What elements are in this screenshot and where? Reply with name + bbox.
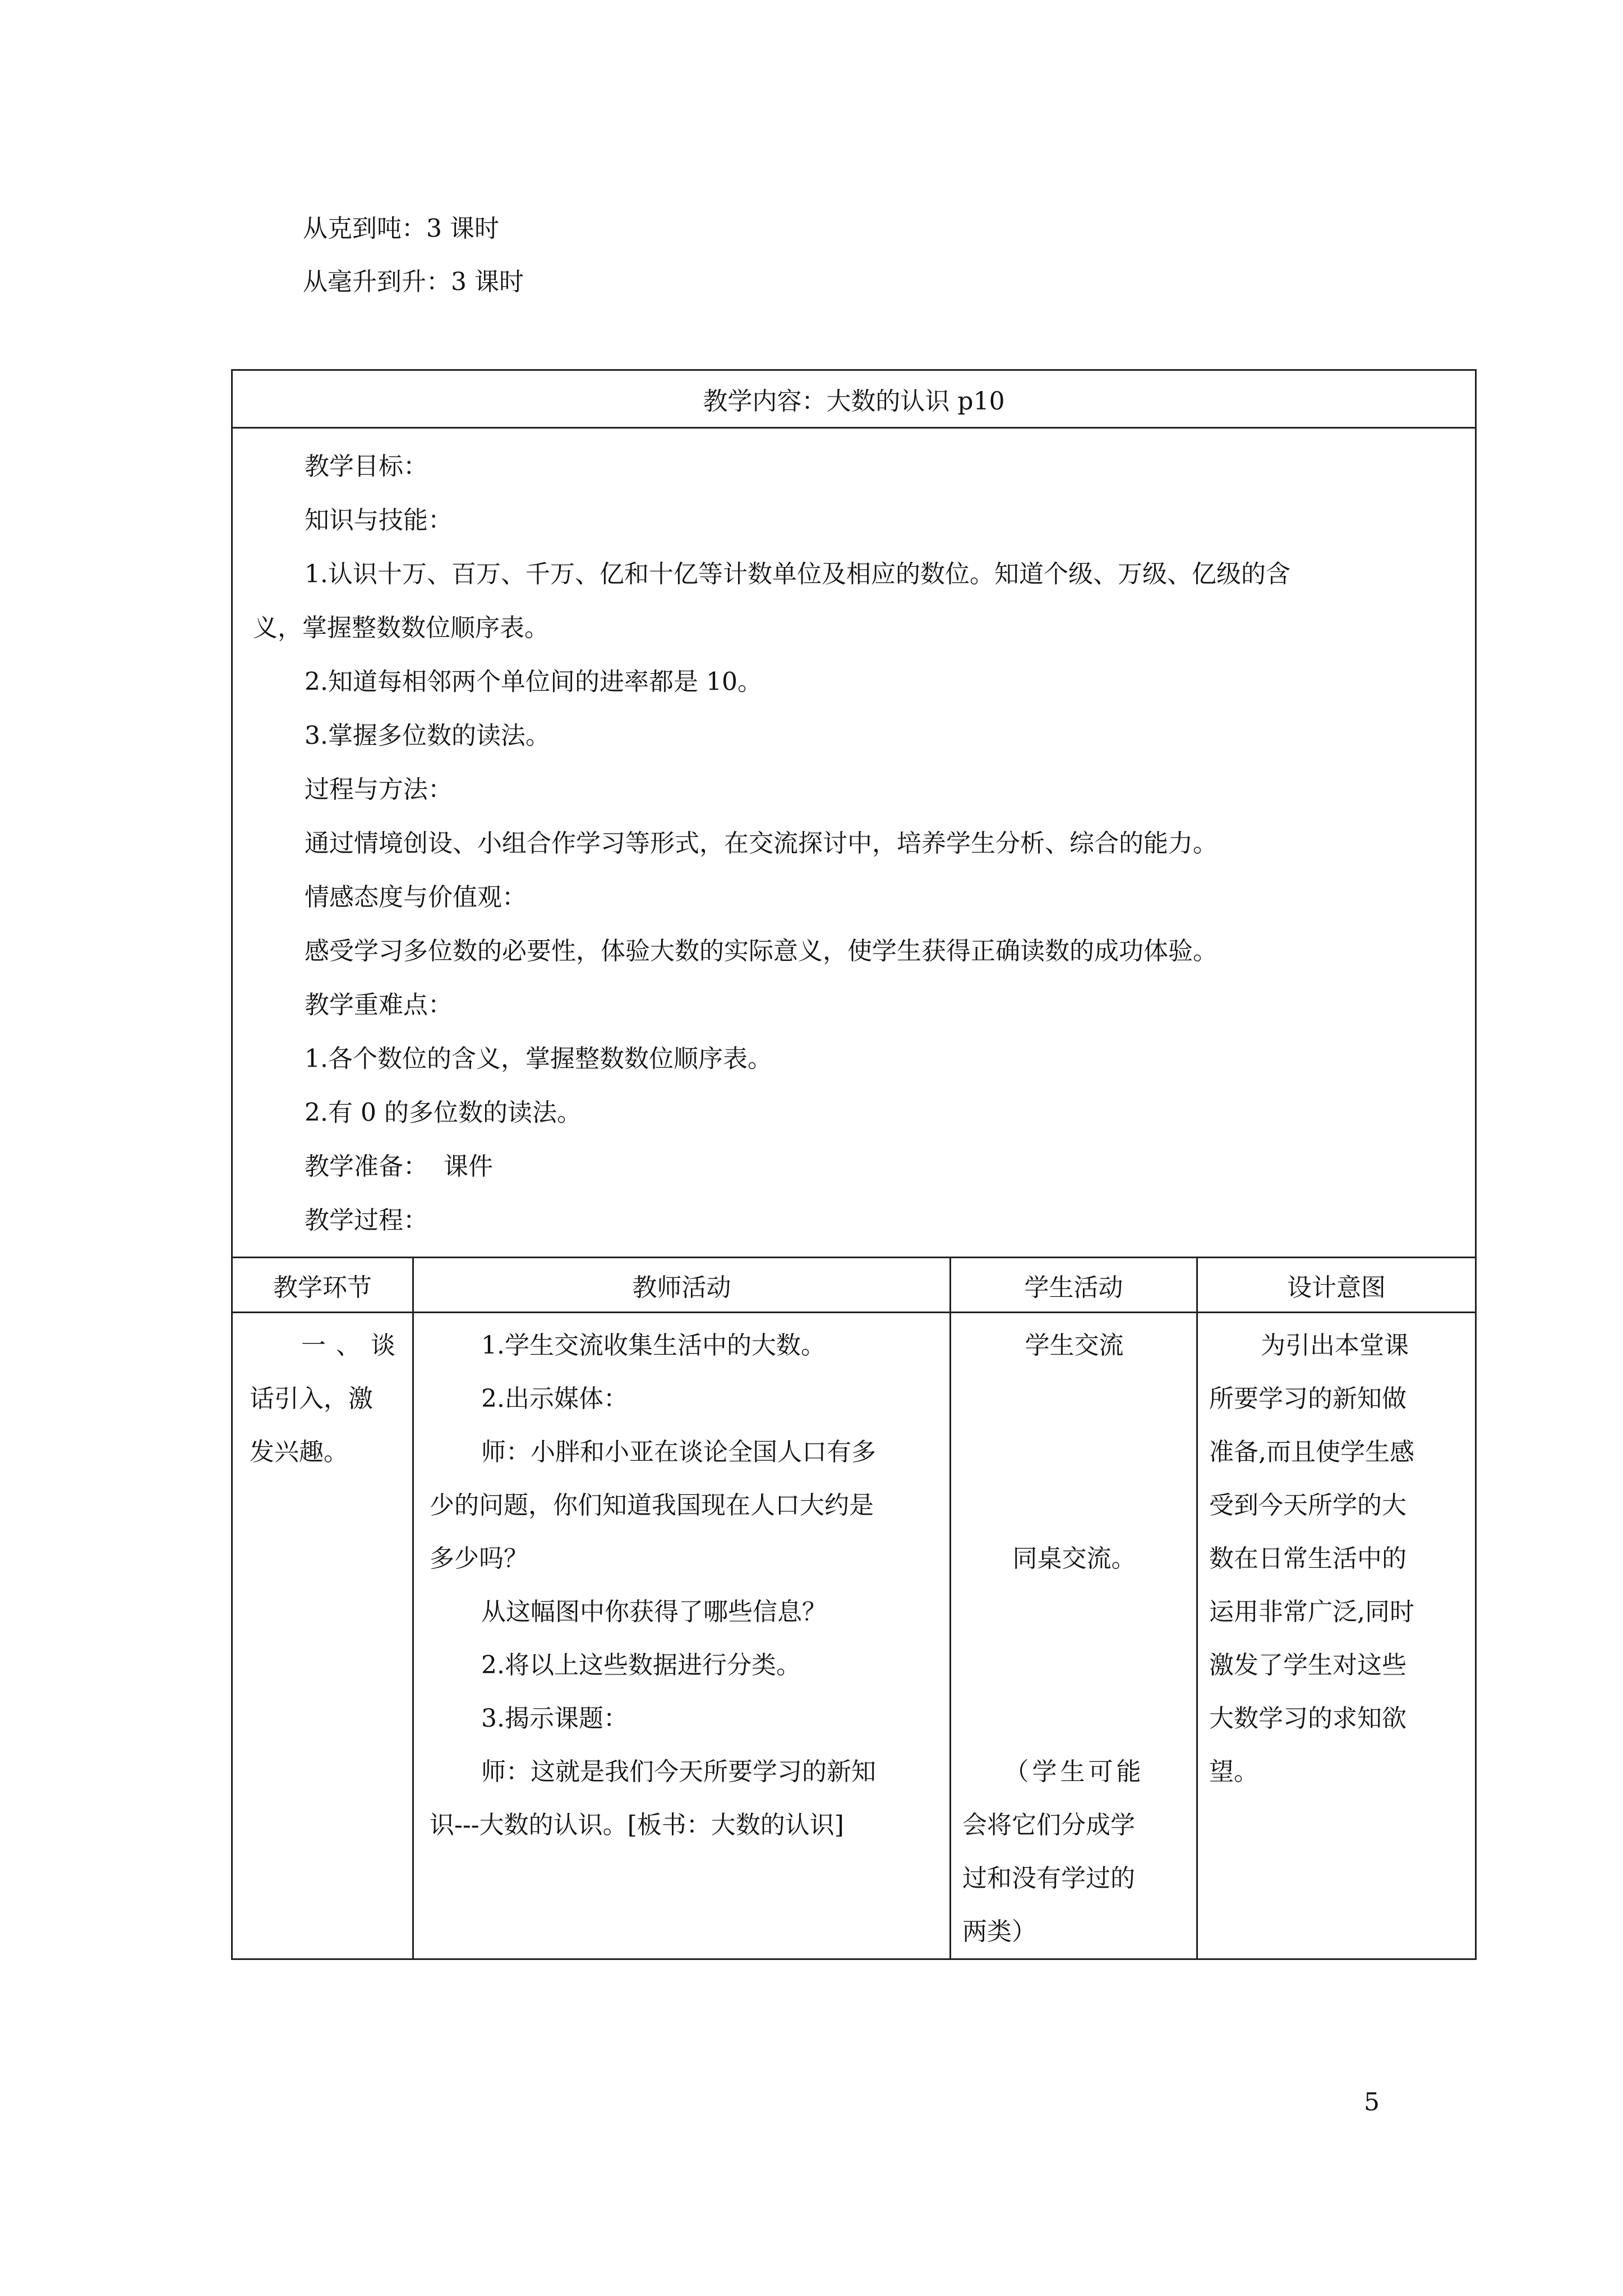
teacher-line: 少的问题，你们知道我国现在人口大约是 bbox=[430, 1491, 874, 1520]
design-line: 运用非常广泛,同时 bbox=[1209, 1598, 1414, 1626]
design-line: 大数学习的求知欲 bbox=[1209, 1704, 1407, 1733]
preparation-label: 教学准备： bbox=[305, 1152, 428, 1181]
design-line: 望。 bbox=[1209, 1757, 1258, 1786]
emotion-heading: 情感态度与价值观： bbox=[305, 883, 527, 912]
page-number: 5 bbox=[1364, 2088, 1380, 2116]
header-student: 学生活动 bbox=[951, 1258, 1197, 1313]
student-line: 两类） bbox=[962, 1917, 1036, 1946]
stage-cell bbox=[232, 1313, 413, 1959]
stage-line: 发兴趣。 bbox=[250, 1438, 348, 1466]
student-line: （学生可能 bbox=[1004, 1757, 1145, 1786]
teacher-line: 3.揭示课题： bbox=[481, 1704, 628, 1733]
teacher-line: 师：小胖和小亚在谈论全国人口有多 bbox=[481, 1438, 876, 1466]
teacher-line: 师：这就是我们今天所要学习的新知 bbox=[481, 1757, 876, 1786]
header-stage: 教学环节 bbox=[232, 1258, 413, 1313]
knowledge-item: 2.知道每相邻两个单位间的进率都是 10。 bbox=[305, 668, 762, 696]
knowledge-item-continued: 义，掌握整数数位顺序表。 bbox=[253, 614, 549, 642]
preparation bbox=[253, 1140, 1465, 1194]
teacher-line: 从这幅图中你获得了哪些信息？ bbox=[481, 1598, 827, 1626]
stage-line: 一、谈 bbox=[301, 1331, 405, 1360]
lesson-title: 教学内容：大数的认识 p10 bbox=[232, 370, 1476, 428]
student-line: 同桌交流。 bbox=[1012, 1544, 1136, 1573]
design-line: 数在日常生活中的 bbox=[1209, 1544, 1407, 1573]
design-line: 准备,而且使学生感 bbox=[1209, 1438, 1414, 1466]
teacher-line: 识---大数的认识。[板书：大数的认识] bbox=[430, 1811, 844, 1839]
preparation-value: 课件 bbox=[443, 1152, 493, 1181]
teacher-line: 2.出示媒体： bbox=[481, 1384, 628, 1413]
student-line: 学生交流 bbox=[1025, 1331, 1124, 1360]
design-line: 为引出本堂课 bbox=[1261, 1331, 1409, 1360]
student-line: 过和没有学过的 bbox=[962, 1864, 1135, 1893]
design-line: 激发了学生对这些 bbox=[1209, 1651, 1407, 1680]
key-points-heading: 教学重难点： bbox=[305, 991, 453, 1019]
header-design: 设计意图 bbox=[1197, 1258, 1476, 1313]
lesson-plan-table bbox=[231, 369, 1477, 1960]
teacher-line: 2.将以上这些数据进行分类。 bbox=[481, 1651, 801, 1680]
design-intent-cell bbox=[1197, 1313, 1476, 1959]
header-teacher: 教师活动 bbox=[413, 1258, 951, 1313]
teaching-process-label: 教学过程： bbox=[305, 1206, 428, 1235]
preamble-line: 从克到吨：3 课时 bbox=[303, 214, 499, 243]
design-line: 受到今天所学的大 bbox=[1209, 1491, 1407, 1520]
objectives-section bbox=[232, 428, 1476, 1258]
teacher-line: 1.学生交流收集生活中的大数。 bbox=[481, 1331, 826, 1360]
student-line: 会将它们分成学 bbox=[962, 1811, 1135, 1839]
preamble-line: 从毫升到升：3 课时 bbox=[303, 268, 524, 296]
objectives-heading: 教学目标： bbox=[305, 452, 428, 481]
stage-line: 话引入，激 bbox=[250, 1384, 373, 1413]
key-point: 2.有 0 的多位数的读法。 bbox=[305, 1098, 582, 1127]
key-point: 1.各个数位的含义，掌握整数数位顺序表。 bbox=[305, 1045, 772, 1073]
knowledge-item: 3.掌握多位数的读法。 bbox=[305, 721, 550, 750]
student-activity-cell bbox=[951, 1313, 1197, 1959]
knowledge-item: 1.认识十万、百万、千万、亿和十亿等计数单位及相应的数位。知道个级、万级、亿级的含 bbox=[305, 560, 1290, 588]
teacher-activity-cell bbox=[413, 1313, 951, 1959]
emotion-text: 感受学习多位数的必要性，体验大数的实际意义，使学生获得正确读数的成功体验。 bbox=[305, 937, 1218, 965]
teacher-line: 多少吗？ bbox=[430, 1544, 528, 1573]
process-text: 通过情境创设、小组合作学习等形式，在交流探讨中，培养学生分析、综合的能力。 bbox=[305, 829, 1218, 858]
knowledge-heading: 知识与技能： bbox=[305, 506, 453, 535]
process-heading: 过程与方法： bbox=[305, 775, 453, 804]
design-line: 所要学习的新知做 bbox=[1209, 1384, 1407, 1413]
